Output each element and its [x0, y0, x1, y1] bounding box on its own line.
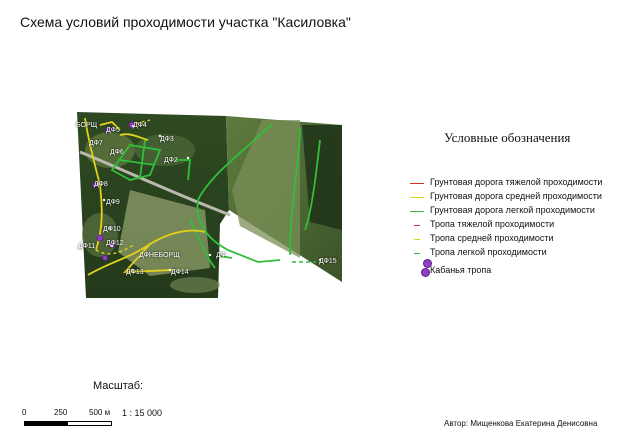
map-label: ДФ9: [106, 199, 120, 206]
map-label: ДФ10: [103, 226, 121, 233]
legend-swatch: [410, 183, 424, 184]
map-label: ДФ8: [94, 181, 108, 188]
scale-tick: 250: [54, 408, 68, 417]
scale-tick: 500 м: [89, 408, 111, 417]
legend-label: Тропа легкой проходимости: [430, 247, 547, 257]
map-label: ДФ5: [106, 127, 120, 134]
map-label: ДФ7: [89, 140, 103, 147]
scale-ratio: 1 : 15 000: [122, 408, 163, 418]
scale-label: Масштаб:: [93, 380, 144, 392]
map-label: ДФ12: [106, 240, 124, 247]
legend-label: Тропа средней проходимости: [430, 233, 554, 243]
author-credit: Автор: Мищенкова Екатерина Денисовна: [444, 419, 598, 428]
map-title: Схема условий проходимости участка "Касиловка": [20, 14, 351, 30]
map-label: ДФ4: [133, 122, 147, 129]
legend-swatch: [414, 253, 420, 254]
legend-label: Грунтовая дорога тяжелой проходимости: [430, 177, 603, 187]
legend-swatch: [414, 239, 420, 240]
scale-bar: [24, 421, 112, 426]
map-label: ДФ14: [171, 269, 189, 276]
legend-title: Условные обозначения: [444, 130, 571, 145]
map-label: ДФНЕБОРЩ: [139, 252, 180, 259]
legend-label: Кабанья тропа: [430, 265, 492, 275]
map-label: ДФ2: [164, 157, 178, 164]
map-label: ДФ11: [78, 243, 96, 250]
map-label: БОРЩ: [76, 122, 98, 129]
boar-trail-icon: [421, 268, 430, 277]
legend-label: Грунтовая дорога легкой проходимости: [430, 205, 595, 215]
map-label: ДФ: [216, 252, 226, 259]
scale-tick: 0: [22, 408, 27, 417]
legend-swatch: [410, 211, 424, 212]
map-label: ДФ6: [110, 149, 124, 156]
map-label: ДФ3: [160, 136, 174, 143]
map-label: ДФ15: [319, 258, 337, 265]
legend-swatch: [410, 197, 424, 198]
legend-label: Грунтовая дорога средней проходимости: [430, 191, 602, 201]
map-label: ДФ13: [126, 269, 144, 276]
legend-swatch: [414, 225, 420, 226]
legend-label: Тропа тяжелой проходимости: [430, 219, 555, 229]
